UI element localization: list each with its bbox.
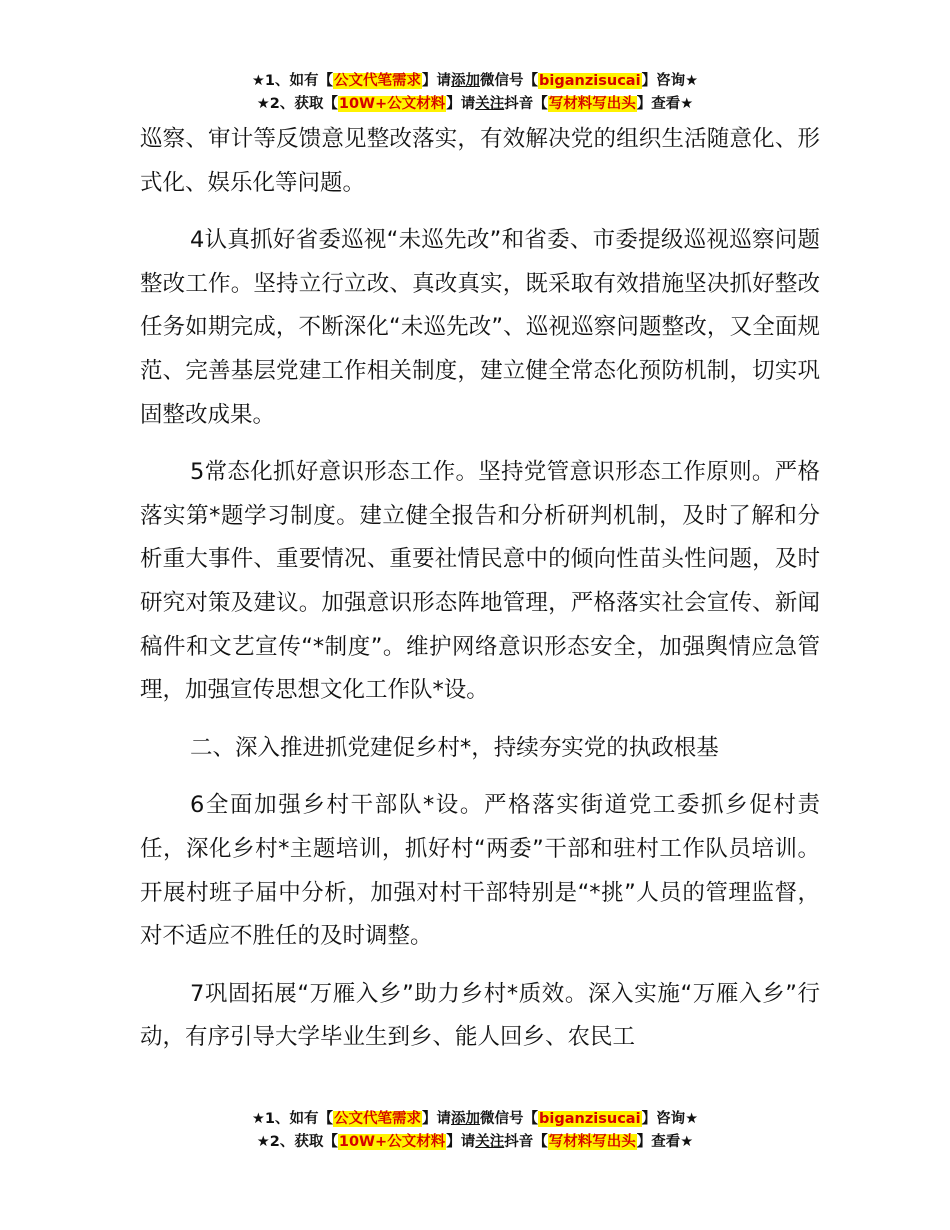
document-body (140, 118, 820, 1074)
promo-text: 抖音【 (504, 96, 548, 112)
promo-text: ★1、如有【 (251, 1111, 334, 1127)
promo-highlight: 写材料写出头 (548, 96, 636, 112)
paragraph: 巡察、审计等反馈意见整改落实，有效解决党的组织生活随意化、形式化、娱乐化等问题。 (140, 126, 820, 196)
paragraph: 4认真抓好省委巡视“未巡先改”和省委、市委提级巡视巡察问题整改工作。坚持立行立改、真改真实，既采取有效措施坚决抓好整改任务如期完成，不断深化“未巡先改”、巡视巡察问题整改，又全面规范、完善基层党建工作相关制度，建立健全常态化预防机制，切实巩固整改成果。 (140, 227, 820, 428)
promo-text: 】查看★ (636, 96, 694, 112)
promo-text: 】请 (422, 73, 452, 89)
paragraph: 7巩固拓展“万雁入乡”助力乡村*质效。深入实施“万雁入乡”行动，有序引导大学毕业生到乡、能人回乡、农民工 (140, 980, 820, 1051)
top-promo-banner (0, 70, 950, 116)
paragraph: 6全面加强乡村干部队*设。严格落实街道党工委抓乡促村责任，深化乡村*主题培训，抓好村“两委”干部和驻村工作队员培训。开展村班子届中分析，加强对村干部特别是“*挑”人员的管理监督，对不适应不胜任的及时调整。 (140, 792, 820, 950)
promo-line-2 (0, 1131, 950, 1154)
promo-highlight: biganzisucai (539, 1111, 641, 1127)
promo-text: 微信号【 (480, 1111, 539, 1127)
promo-text: 抖音【 (504, 1134, 548, 1150)
promo-text: 】查看★ (636, 1134, 694, 1150)
paragraph: 5常态化抓好意识形态工作。坚持党管意识形态工作原则。严格落实第*题学习制度。建立健全报告和分析研判机制，及时了解和分析重大事件、重要情况、重要社情民意中的倾向性苗头性问题，及时研究对策及建议。加强意识形态阵地管理，严格落实社会宣传、新闻稿件和文艺宣传“*制度”。维护网络意识形态安全，加强舆情应急管理，加强宣传思想文化工作队*设。 (140, 459, 820, 704)
promo-text: 】请 (446, 1134, 476, 1150)
promo-underlined: 添加 (451, 1111, 481, 1127)
promo-line-1 (0, 70, 950, 93)
section-heading: 二、深入推进抓党建促乡村*，持续夯实党的执政根基 (190, 734, 719, 761)
promo-highlight: 写材料写出头 (548, 1134, 636, 1150)
promo-text: 】咨询★ (641, 73, 699, 89)
promo-underlined: 关注 (475, 96, 505, 112)
promo-text: 微信号【 (480, 73, 539, 89)
promo-line-2 (0, 93, 950, 116)
promo-underlined: 添加 (451, 73, 481, 89)
promo-text: 】咨询★ (641, 1111, 699, 1127)
promo-text: ★2、获取【 (256, 1134, 338, 1150)
promo-underlined: 关注 (475, 1134, 505, 1150)
promo-highlight: 10W+公文材料 (338, 96, 446, 112)
promo-highlight: 公文代笔需求 (334, 73, 422, 89)
promo-highlight: 10W+公文材料 (338, 1134, 446, 1150)
promo-text: ★1、如有【 (251, 73, 334, 89)
promo-line-1 (0, 1108, 950, 1131)
promo-text: ★2、获取【 (256, 96, 338, 112)
promo-highlight: 公文代笔需求 (334, 1111, 422, 1127)
promo-highlight: biganzisucai (539, 73, 641, 89)
bottom-promo-banner (0, 1108, 950, 1154)
promo-text: 】请 (446, 96, 476, 112)
promo-text: 】请 (422, 1111, 452, 1127)
